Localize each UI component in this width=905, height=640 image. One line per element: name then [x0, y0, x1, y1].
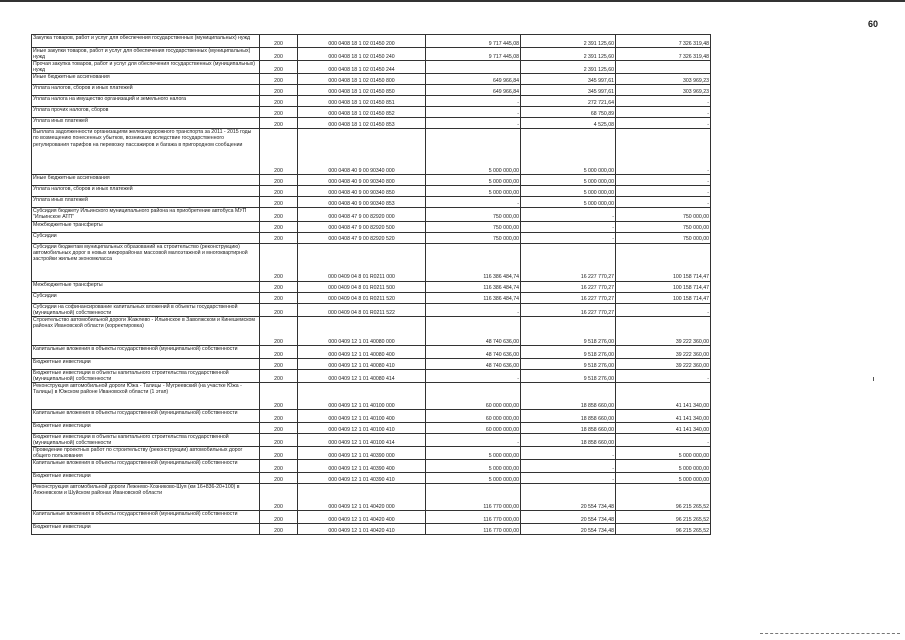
table-row [32, 118, 711, 129]
scan-edge-dashes [760, 633, 900, 634]
budget-code-cell: 000 0408 18 1 02 01450 240 [298, 48, 426, 61]
admin-code-cell: 200 [260, 292, 298, 303]
row-name-cell: Уплата налога на имущество организаций и земельного налога [32, 96, 260, 107]
row-name-cell: Капитальные вложения в объекты государственной (муниципальной) собственности [32, 345, 260, 358]
top-border-line [0, 0, 905, 2]
unexecuted-amount-cell: - [616, 303, 711, 316]
budget-code-cell: 000 0408 18 1 02 01450 853 [298, 118, 426, 129]
row-name-cell: Субсидии на софинансирование капитальных вложений в объекты государственной (муниципальной) собственности [32, 303, 260, 316]
table-row [32, 48, 711, 61]
unexecuted-amount-cell: 96 215 265,52 [616, 524, 711, 535]
executed-amount-cell: - [521, 221, 616, 232]
admin-code-cell: 200 [260, 48, 298, 61]
table-row [32, 107, 711, 118]
budget-code-cell: 000 0409 12 1 01 40100 000 [298, 382, 426, 409]
table-row [32, 197, 711, 208]
admin-code-cell: 200 [260, 281, 298, 292]
admin-code-cell: 200 [260, 208, 298, 221]
approved-amount-cell: - [426, 433, 521, 446]
admin-code-cell: 200 [260, 382, 298, 409]
unexecuted-amount-cell: 303 969,23 [616, 85, 711, 96]
unexecuted-amount-cell: - [616, 96, 711, 107]
admin-code-cell: 200 [260, 358, 298, 369]
row-name-cell: Реконструкция автомобильной дороги Лежнево-Хозниково-Шуя (км 16+836-20+100) в Лежневском и Шуйском районах Ивановской области [32, 484, 260, 511]
budget-code-cell: 000 0409 12 1 01 40420 410 [298, 524, 426, 535]
budget-code-cell: 000 0408 47 9 00 82920 500 [298, 221, 426, 232]
admin-code-cell: 200 [260, 484, 298, 511]
unexecuted-amount-cell: 41 141 340,00 [616, 409, 711, 422]
approved-amount-cell: 649 966,84 [426, 74, 521, 85]
row-name-cell: Уплата иных платежей [32, 197, 260, 208]
executed-amount-cell: 4 525,08 [521, 118, 616, 129]
table-row [32, 61, 711, 74]
admin-code-cell: 200 [260, 118, 298, 129]
row-name-cell: Проведение проектных работ по строительству (реконструкции) автомобильных дорог общего пользования [32, 447, 260, 460]
table-row [32, 292, 711, 303]
executed-amount-cell: 345 997,61 [521, 74, 616, 85]
table-row [32, 358, 711, 369]
budget-code-cell: 000 0408 18 1 02 01450 850 [298, 85, 426, 96]
executed-amount-cell: 2 391 125,60 [521, 61, 616, 74]
unexecuted-amount-cell: 39 222 360,00 [616, 358, 711, 369]
table-row [32, 85, 711, 96]
table-row [32, 511, 711, 524]
executed-amount-cell: 20 554 734,48 [521, 524, 616, 535]
row-name-cell: Межбюджетные трансферты [32, 221, 260, 232]
row-name-cell: Субсидии бюджетам муниципальных образований на строительство (реконструкцию) автомобильных дорог в новых микрорайонах массовой малоэтажной и многоквартирной застройки жильем экономкласса [32, 243, 260, 281]
table-row [32, 447, 711, 460]
executed-amount-cell: 68 750,89 [521, 107, 616, 118]
budget-code-cell: 000 0408 40 9 00 90340 853 [298, 197, 426, 208]
table-row [32, 484, 711, 511]
unexecuted-amount-cell: 41 141 340,00 [616, 382, 711, 409]
unexecuted-amount-cell: 100 158 714,47 [616, 281, 711, 292]
row-name-cell: Реконструкция автомобильной дороги Южа - Талицы - Мугреевский (на участке Южа - Талицы) в Южском районе Ивановской области (1 этап) [32, 382, 260, 409]
admin-code-cell: 200 [260, 433, 298, 446]
approved-amount-cell: 48 740 636,00 [426, 345, 521, 358]
row-name-cell: Иные закупки товаров, работ и услуг для обеспечения государственных (муниципальных) нужд [32, 48, 260, 61]
approved-amount-cell: 60 000 000,00 [426, 422, 521, 433]
budget-code-cell: 000 0409 04 8 01 R0211 520 [298, 292, 426, 303]
row-name-cell: Уплата налогов, сборов и иных платежей [32, 186, 260, 197]
budget-code-cell: 000 0409 04 8 01 R0211 000 [298, 243, 426, 281]
executed-amount-cell: - [521, 208, 616, 221]
approved-amount-cell: 60 000 000,00 [426, 409, 521, 422]
admin-code-cell: 200 [260, 369, 298, 382]
admin-code-cell: 200 [260, 473, 298, 484]
budget-code-cell: 000 0409 12 1 01 40390 000 [298, 447, 426, 460]
budget-code-cell: 000 0409 12 1 01 40100 414 [298, 433, 426, 446]
row-name-cell: Бюджетные инвестиции [32, 358, 260, 369]
budget-code-cell: 000 0408 40 9 00 90340 000 [298, 129, 426, 175]
unexecuted-amount-cell: 96 215 265,52 [616, 511, 711, 524]
scan-mark [873, 377, 874, 381]
approved-amount-cell: 750 000,00 [426, 232, 521, 243]
table-row [32, 186, 711, 197]
budget-code-cell: 000 0409 12 1 01 40390 410 [298, 473, 426, 484]
executed-amount-cell: 16 227 770,27 [521, 281, 616, 292]
unexecuted-amount-cell: 5 000 000,00 [616, 460, 711, 473]
executed-amount-cell: 18 858 660,00 [521, 433, 616, 446]
admin-code-cell: 200 [260, 129, 298, 175]
executed-amount-cell: - [521, 232, 616, 243]
unexecuted-amount-cell: 39 222 360,00 [616, 345, 711, 358]
row-name-cell: Бюджетные инвестиции в объекты капитального строительства государственной (муниципальной) собственности [32, 433, 260, 446]
budget-code-cell: 000 0408 18 1 02 01450 800 [298, 74, 426, 85]
approved-amount-cell: 5 000 000,00 [426, 175, 521, 186]
row-name-cell: Бюджетные инвестиции [32, 473, 260, 484]
admin-code-cell: 200 [260, 61, 298, 74]
unexecuted-amount-cell: - [616, 197, 711, 208]
budget-code-cell: 000 0408 18 1 02 01450 244 [298, 61, 426, 74]
admin-code-cell: 200 [260, 221, 298, 232]
table-row [32, 281, 711, 292]
unexecuted-amount-cell: - [616, 175, 711, 186]
executed-amount-cell: 272 721,64 [521, 96, 616, 107]
budget-code-cell: 000 0408 47 9 00 82920 520 [298, 232, 426, 243]
table-row [32, 409, 711, 422]
executed-amount-cell: 16 227 770,27 [521, 303, 616, 316]
admin-code-cell: 200 [260, 232, 298, 243]
table-row [32, 422, 711, 433]
approved-amount-cell: 9 717 445,08 [426, 35, 521, 48]
admin-code-cell: 200 [260, 316, 298, 345]
admin-code-cell: 200 [260, 96, 298, 107]
approved-amount-cell: - [426, 118, 521, 129]
unexecuted-amount-cell: - [616, 107, 711, 118]
budget-code-cell: 000 0408 18 1 02 01450 851 [298, 96, 426, 107]
approved-amount-cell: 5 000 000,00 [426, 186, 521, 197]
unexecuted-amount-cell: - [616, 369, 711, 382]
unexecuted-amount-cell: - [616, 129, 711, 175]
admin-code-cell: 200 [260, 422, 298, 433]
admin-code-cell: 200 [260, 107, 298, 118]
approved-amount-cell: 116 770 000,00 [426, 484, 521, 511]
unexecuted-amount-cell: - [616, 433, 711, 446]
table-row [32, 243, 711, 281]
approved-amount-cell: 60 000 000,00 [426, 382, 521, 409]
table-row [32, 208, 711, 221]
executed-amount-cell: 16 227 770,27 [521, 243, 616, 281]
approved-amount-cell: 116 770 000,00 [426, 524, 521, 535]
table-row [32, 232, 711, 243]
approved-amount-cell: - [426, 303, 521, 316]
unexecuted-amount-cell: 7 326 319,48 [616, 48, 711, 61]
budget-code-cell: 000 0408 47 9 00 82920 000 [298, 208, 426, 221]
unexecuted-amount-cell: 303 969,23 [616, 74, 711, 85]
budget-code-cell: 000 0409 12 1 01 40080 410 [298, 358, 426, 369]
unexecuted-amount-cell [616, 61, 711, 74]
admin-code-cell: 200 [260, 85, 298, 96]
row-name-cell: Капитальные вложения в объекты государственной (муниципальной) собственности [32, 511, 260, 524]
approved-amount-cell: 116 386 484,74 [426, 292, 521, 303]
budget-code-cell: 000 0409 12 1 01 40390 400 [298, 460, 426, 473]
executed-amount-cell: - [521, 473, 616, 484]
unexecuted-amount-cell: 750 000,00 [616, 208, 711, 221]
admin-code-cell: 200 [260, 74, 298, 85]
row-name-cell: Прочая закупка товаров, работ и услуг для обеспечения государственных (муниципальных) нужд [32, 61, 260, 74]
table-row [32, 473, 711, 484]
unexecuted-amount-cell: - [616, 186, 711, 197]
table-row [32, 345, 711, 358]
unexecuted-amount-cell: 5 000 000,00 [616, 473, 711, 484]
row-name-cell: Субсидия бюджету Ильинского муниципального района на приобретение автобуса МУП "Ильинское АТП" [32, 208, 260, 221]
row-name-cell: Уплата прочих налогов, сборов [32, 107, 260, 118]
table-row [32, 460, 711, 473]
table-row [32, 369, 711, 382]
admin-code-cell: 200 [260, 243, 298, 281]
executed-amount-cell: 9 518 276,00 [521, 316, 616, 345]
approved-amount-cell: 116 386 484,74 [426, 281, 521, 292]
executed-amount-cell: 5 000 000,00 [521, 129, 616, 175]
executed-amount-cell: 9 518 276,00 [521, 358, 616, 369]
table-row [32, 303, 711, 316]
unexecuted-amount-cell: 750 000,00 [616, 221, 711, 232]
unexecuted-amount-cell: 39 222 360,00 [616, 316, 711, 345]
table-body [32, 35, 711, 535]
budget-code-cell: 000 0408 18 1 02 01450 200 [298, 35, 426, 48]
executed-amount-cell: 5 000 000,00 [521, 175, 616, 186]
row-name-cell: Субсидии [32, 292, 260, 303]
row-name-cell: Выплата задолженности организациям железнодорожного транспорта за 2011 - 2015 годы по возмещению понесенных убытков, возникших вследствие государственного регулирования тарифов на перевозку пассажиров и багажа в пригородном сообщении [32, 129, 260, 175]
budget-code-cell: 000 0409 12 1 01 40100 400 [298, 409, 426, 422]
budget-code-cell: 000 0409 12 1 01 40080 000 [298, 316, 426, 345]
executed-amount-cell: 9 518 276,00 [521, 369, 616, 382]
budget-execution-table [31, 34, 711, 535]
approved-amount-cell: 116 386 484,74 [426, 243, 521, 281]
budget-code-cell: 000 0408 18 1 02 01450 852 [298, 107, 426, 118]
row-name-cell: Уплата налогов, сборов и иных платежей [32, 85, 260, 96]
budget-code-cell: 000 0408 40 9 00 90340 850 [298, 186, 426, 197]
approved-amount-cell: 750 000,00 [426, 208, 521, 221]
executed-amount-cell: 9 518 276,00 [521, 345, 616, 358]
row-name-cell: Строительство автомобильной дороги Жажлево - Ильинское в Заволжском и Кинешемском районах Ивановской области (корректировка) [32, 316, 260, 345]
row-name-cell: Иные бюджетные ассигнования [32, 74, 260, 85]
budget-code-cell: 000 0409 04 8 01 R0211 500 [298, 281, 426, 292]
budget-code-cell: 000 0409 12 1 01 40080 414 [298, 369, 426, 382]
approved-amount-cell: 48 740 636,00 [426, 316, 521, 345]
executed-amount-cell: 2 391 125,60 [521, 35, 616, 48]
admin-code-cell: 200 [260, 345, 298, 358]
approved-amount-cell: - [426, 369, 521, 382]
approved-amount-cell: 48 740 636,00 [426, 358, 521, 369]
executed-amount-cell: 16 227 770,27 [521, 292, 616, 303]
unexecuted-amount-cell: 100 158 714,47 [616, 292, 711, 303]
admin-code-cell: 200 [260, 35, 298, 48]
table-row [32, 382, 711, 409]
table-row [32, 316, 711, 345]
unexecuted-amount-cell: 41 141 340,00 [616, 422, 711, 433]
row-name-cell: Субсидии [32, 232, 260, 243]
admin-code-cell: 200 [260, 186, 298, 197]
row-name-cell: Уплата иных платежей [32, 118, 260, 129]
executed-amount-cell: 2 391 125,60 [521, 48, 616, 61]
executed-amount-cell: - [521, 447, 616, 460]
unexecuted-amount-cell: 96 215 265,52 [616, 484, 711, 511]
budget-code-cell: 000 0409 04 8 01 R0211 522 [298, 303, 426, 316]
unexecuted-amount-cell: - [616, 118, 711, 129]
admin-code-cell: 200 [260, 303, 298, 316]
budget-code-cell: 000 0409 12 1 01 40420 000 [298, 484, 426, 511]
table-row [32, 175, 711, 186]
approved-amount-cell: 5 000 000,00 [426, 447, 521, 460]
approved-amount-cell: 5 000 000,00 [426, 129, 521, 175]
approved-amount-cell: 750 000,00 [426, 221, 521, 232]
row-name-cell: Иные бюджетные ассигнования [32, 175, 260, 186]
executed-amount-cell: 5 000 000,00 [521, 197, 616, 208]
approved-amount-cell [426, 61, 521, 74]
admin-code-cell: 200 [260, 511, 298, 524]
approved-amount-cell: 649 966,84 [426, 85, 521, 96]
table-row [32, 74, 711, 85]
executed-amount-cell: 18 858 660,00 [521, 382, 616, 409]
executed-amount-cell: 5 000 000,00 [521, 186, 616, 197]
admin-code-cell: 200 [260, 409, 298, 422]
admin-code-cell: 200 [260, 460, 298, 473]
table-row [32, 524, 711, 535]
unexecuted-amount-cell: 7 326 319,48 [616, 35, 711, 48]
executed-amount-cell: 20 554 734,48 [521, 484, 616, 511]
executed-amount-cell: 20 554 734,48 [521, 511, 616, 524]
table-row [32, 433, 711, 446]
budget-code-cell: 000 0409 12 1 01 40080 400 [298, 345, 426, 358]
row-name-cell: Бюджетные инвестиции [32, 422, 260, 433]
admin-code-cell: 200 [260, 175, 298, 186]
table-row [32, 129, 711, 175]
budget-code-cell: 000 0409 12 1 01 40420 400 [298, 511, 426, 524]
unexecuted-amount-cell: 100 158 714,47 [616, 243, 711, 281]
approved-amount-cell: 9 717 445,08 [426, 48, 521, 61]
approved-amount-cell: - [426, 197, 521, 208]
row-name-cell: Межбюджетные трансферты [32, 281, 260, 292]
table-row [32, 96, 711, 107]
approved-amount-cell: - [426, 107, 521, 118]
admin-code-cell: 200 [260, 197, 298, 208]
row-name-cell: Бюджетные инвестиции в объекты капитального строительства государственной (муниципальной) собственности [32, 369, 260, 382]
row-name-cell: Капитальные вложения в объекты государственной (муниципальной) собственности [32, 460, 260, 473]
table-row [32, 221, 711, 232]
row-name-cell: Закупка товаров, работ и услуг для обеспечения государственных (муниципальных) нужд [32, 35, 260, 48]
table-row [32, 35, 711, 48]
executed-amount-cell: 18 858 660,00 [521, 409, 616, 422]
unexecuted-amount-cell: 750 000,00 [616, 232, 711, 243]
unexecuted-amount-cell: 5 000 000,00 [616, 447, 711, 460]
executed-amount-cell: 18 858 660,00 [521, 422, 616, 433]
admin-code-cell: 200 [260, 524, 298, 535]
row-name-cell: Бюджетные инвестиции [32, 524, 260, 535]
page-number: 60 [868, 19, 879, 29]
admin-code-cell: 200 [260, 447, 298, 460]
approved-amount-cell: 5 000 000,00 [426, 473, 521, 484]
approved-amount-cell: 116 770 000,00 [426, 511, 521, 524]
executed-amount-cell: - [521, 460, 616, 473]
executed-amount-cell: 345 997,61 [521, 85, 616, 96]
budget-code-cell: 000 0408 40 9 00 90340 800 [298, 175, 426, 186]
approved-amount-cell: - [426, 96, 521, 107]
approved-amount-cell: 5 000 000,00 [426, 460, 521, 473]
budget-code-cell: 000 0409 12 1 01 40100 410 [298, 422, 426, 433]
row-name-cell: Капитальные вложения в объекты государственной (муниципальной) собственности [32, 409, 260, 422]
